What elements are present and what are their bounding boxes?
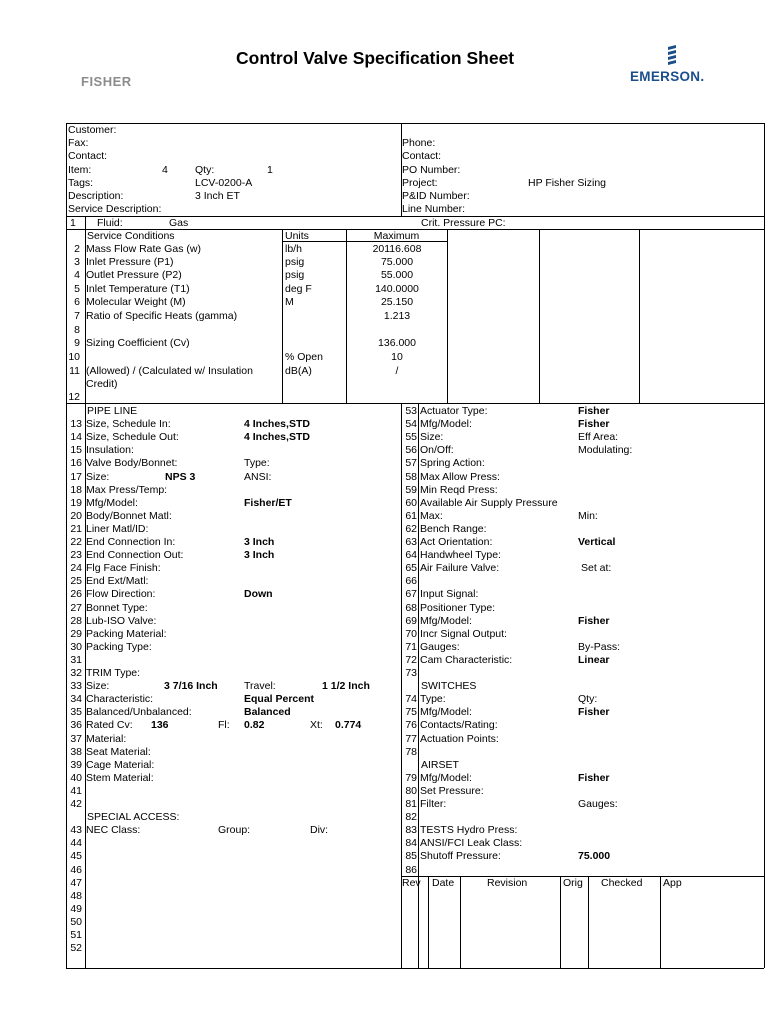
row-number: 50 [70, 915, 82, 928]
info-label: Qty: [195, 163, 215, 176]
row-number: 64 [405, 549, 417, 562]
spec-value: Gauges: [578, 798, 618, 810]
row-number: 4 [74, 269, 80, 281]
spec-label: Valve Body/Bonnet: [86, 457, 178, 470]
spec-value: 4 Inches,STD [244, 431, 310, 444]
condition-units: psig [285, 269, 305, 281]
spec-value: Min: [578, 509, 598, 522]
row-number: 34 [70, 693, 82, 706]
spec-label: Seat Material: [86, 745, 151, 758]
spec-value: Fisher [578, 405, 610, 417]
info-label: PO Number: [402, 163, 461, 176]
spec-label: End Connection Out: [86, 549, 184, 562]
row-number: 80 [405, 784, 417, 797]
spec-label: Flg Face Finish: [86, 562, 161, 575]
spec-label: Mfg/Model: [420, 771, 472, 784]
row-number: 71 [405, 640, 417, 653]
spec-label: Mfg/Model: [420, 614, 472, 627]
row-number: 47 [70, 876, 82, 889]
rated-cv-value: 136 [151, 719, 169, 732]
spec-label: Travel: [244, 680, 276, 693]
row-number: 49 [70, 902, 82, 915]
info-label: Item: [68, 163, 92, 176]
row-number: 18 [70, 483, 82, 496]
row-number: 67 [405, 588, 417, 601]
row-number: 83 [405, 824, 417, 837]
row-number: 32 [70, 667, 82, 679]
row-number: 85 [405, 850, 417, 863]
spec-value: Fisher/ET [244, 496, 292, 509]
spec-label: Packing Material: [86, 627, 167, 640]
row-number: 58 [405, 470, 417, 483]
row-number: 26 [70, 588, 82, 601]
info-label: Tags: [68, 176, 94, 189]
spec-label: Group: [218, 824, 251, 837]
fisher-logo: FISHER [81, 74, 132, 89]
spec-label: TRIM Type: [86, 667, 141, 679]
spec-label: Contacts/Rating: [420, 719, 498, 732]
row-number: 7 [74, 310, 80, 322]
spec-value: 1 1/2 Inch [322, 680, 370, 693]
row-number: 13 [70, 418, 82, 431]
row-number: 61 [405, 509, 417, 522]
spec-value: Equal Percent [244, 693, 315, 706]
crit-pressure-label: Crit. Pressure PC: [421, 217, 506, 229]
condition-maximum: 10 [391, 351, 403, 363]
spec-label: Liner Matl/ID: [86, 522, 149, 535]
row-number: 74 [405, 693, 417, 706]
spec-label: SPECIAL ACCESS: [87, 811, 180, 824]
spec-label: On/Off: [420, 444, 454, 457]
row-number: 57 [405, 457, 417, 470]
row-number: 27 [70, 601, 82, 614]
spec-label: Type: [420, 693, 446, 706]
row-number: 75 [405, 706, 417, 719]
spec-label: NEC Class: [86, 824, 141, 837]
spec-value: Qty: [578, 693, 598, 706]
row-number: 21 [70, 522, 82, 535]
spec-value: 3 Inch [244, 536, 275, 548]
spec-label: Max Allow Press: [420, 470, 500, 483]
condition-units: deg F [285, 283, 312, 295]
grid-line [282, 229, 283, 403]
maximum-heading: Maximum [373, 230, 420, 242]
condition-label: Molecular Weight (M) [86, 296, 186, 308]
row-number: 16 [70, 457, 82, 470]
spec-label: Mfg/Model: [420, 418, 472, 431]
spec-value: Down [244, 588, 273, 601]
row-number: 43 [70, 824, 82, 837]
emerson-logo: EMERSON. [630, 69, 705, 84]
spec-label: Type: [244, 457, 270, 470]
info-label: Phone: [402, 137, 436, 150]
row-number: 62 [405, 522, 417, 535]
spec-value: Fisher [578, 771, 610, 784]
row-number: 60 [405, 496, 417, 509]
condition-maximum: 140.0000 [375, 283, 419, 295]
row-number: 73 [405, 667, 417, 679]
spec-label: Size: [86, 470, 110, 483]
spec-value: 3 Inch [244, 549, 275, 562]
fluid-label: Fluid: [97, 217, 123, 229]
spec-label: Actuator Type: [420, 405, 488, 417]
spec-label: End Ext/Matl: [86, 575, 149, 588]
row-number: 20 [70, 509, 82, 522]
condition-maximum: 1.213 [383, 310, 411, 322]
row-number: 5 [74, 283, 80, 295]
info-value: 3 Inch ET [195, 190, 240, 202]
spec-label: Bonnet Type: [86, 601, 148, 614]
spec-label: Actuation Points: [420, 732, 499, 745]
row-number: 78 [405, 745, 417, 758]
spec-value: Vertical [578, 536, 616, 548]
spec-label: Insulation: [86, 444, 134, 457]
row-number: 86 [405, 863, 417, 876]
row-number: 38 [70, 745, 82, 758]
grid-line [660, 876, 661, 968]
spec-label: Cage Material: [86, 758, 155, 771]
row-number: 63 [405, 536, 417, 548]
revision-header: Rev [402, 876, 421, 889]
condition-maximum: 136.000 [378, 337, 416, 349]
spec-label: Input Signal: [420, 588, 479, 601]
spec-label: Fl: [218, 719, 230, 732]
row-number: 72 [405, 653, 417, 666]
row-number: 37 [70, 732, 82, 745]
row-number: 55 [405, 431, 417, 444]
spec-value: Fisher [578, 418, 610, 431]
page-title: Control Valve Specification Sheet [236, 48, 515, 68]
condition-label: Outlet Pressure (P2) [86, 269, 182, 281]
condition-units: psig [285, 256, 305, 268]
info-label: Description: [68, 190, 124, 202]
spec-label: Mfg/Model: [86, 496, 138, 509]
row-number: 53 [405, 405, 417, 417]
row-number: 82 [405, 811, 417, 824]
spec-value: Modulating: [578, 444, 633, 457]
row-number: 12 [68, 391, 80, 403]
row-number: 81 [405, 798, 417, 810]
row-number: 31 [70, 653, 82, 666]
spec-label: TESTS Hydro Press: [420, 824, 518, 837]
spec-label: Positioner Type: [420, 601, 496, 614]
condition-units: M [285, 296, 294, 308]
row-number: 3 [74, 256, 80, 268]
row-number: 84 [405, 837, 417, 850]
spec-label: Balanced/Unbalanced: [86, 706, 192, 719]
row-number: 35 [70, 706, 82, 719]
fluid-value: Gas [169, 217, 189, 229]
row-number: 25 [70, 575, 82, 588]
spec-label: Act Orientation: [420, 536, 493, 548]
condition-maximum: 55.000 [380, 269, 414, 281]
condition-label: Inlet Temperature (T1) [86, 283, 190, 295]
spec-label: Size, Schedule In: [86, 418, 171, 431]
spec-label: Gauges: [420, 640, 460, 653]
row-number: 41 [70, 784, 82, 797]
spec-value: Linear [578, 653, 610, 666]
grid-line [66, 403, 764, 404]
spec-value: By-Pass: [578, 640, 621, 653]
spec-value: 75.000 [578, 850, 611, 863]
spec-label: Min Reqd Press: [420, 483, 498, 496]
row-number: 24 [70, 562, 82, 575]
row-number: 1 [70, 217, 76, 229]
row-number: 79 [405, 771, 417, 784]
row-number: 44 [70, 837, 82, 850]
condition-label: Ratio of Specific Heats (gamma) [86, 310, 238, 322]
spec-label: Material: [86, 732, 127, 745]
spec-value: Eff Area: [578, 431, 619, 444]
row-number: 14 [70, 431, 82, 444]
spec-label: Shutoff Pressure: [420, 850, 501, 863]
spec-label: End Connection In: [86, 536, 176, 548]
row-number: 39 [70, 758, 82, 771]
info-value: 4 [162, 163, 168, 176]
xt-value: 0.774 [335, 719, 362, 732]
spec-label: Div: [310, 824, 329, 837]
spec-label: Available Air Supply Pressure [420, 496, 558, 509]
spec-label: Packing Type: [86, 640, 152, 653]
spec-label: Set Pressure: [420, 784, 484, 797]
info-label: Customer: [68, 124, 117, 136]
revision-header: Orig [563, 876, 583, 889]
spec-label: Stem Material: [86, 771, 154, 784]
row-number: 2 [74, 243, 80, 255]
spec-label: Lub-ISO Valve: [86, 614, 157, 627]
revision-header: Revision [487, 876, 528, 889]
row-number: 22 [70, 536, 82, 548]
spec-value: NPS 3 [165, 470, 196, 483]
info-label: Line Number: [402, 203, 466, 216]
row-number: 56 [405, 444, 417, 457]
spec-label: Incr Signal Output: [420, 627, 507, 640]
spec-label: Xt: [310, 719, 323, 732]
row-number: 51 [70, 929, 82, 941]
spec-label: Air Failure Valve: [420, 562, 500, 575]
row-number: 36 [70, 719, 82, 732]
spec-label: PIPE LINE [87, 405, 138, 417]
row-number: 68 [405, 601, 417, 614]
spec-value: 4 Inches,STD [244, 418, 310, 431]
info-value: LCV-0200-A [195, 176, 253, 189]
row-number: 17 [70, 470, 82, 483]
row-number: 70 [405, 627, 417, 640]
spec-label: Handwheel Type: [420, 549, 501, 562]
condition-label: Inlet Pressure (P1) [86, 256, 174, 268]
spec-label: Rated Cv: [86, 719, 133, 732]
grid-line [428, 876, 429, 968]
condition-label: Credit) [86, 378, 118, 390]
spec-label: Size: [420, 431, 444, 444]
condition-maximum: 20116.608 [372, 243, 422, 255]
condition-units: lb/h [285, 243, 302, 255]
row-number: 77 [405, 732, 417, 745]
emerson-logo-icon [664, 44, 680, 68]
spec-value: Fisher [578, 614, 610, 627]
spec-label: Max Press/Temp: [86, 483, 168, 496]
condition-maximum: 75.000 [380, 256, 414, 268]
row-number: 29 [70, 627, 82, 640]
row-number: 76 [405, 719, 417, 732]
grid-line [764, 123, 765, 968]
spec-value: Fisher [578, 706, 610, 719]
row-number: 33 [70, 680, 82, 693]
spec-label: Body/Bonnet Matl: [86, 509, 172, 522]
revision-header: App [663, 876, 682, 889]
info-label: Contact: [402, 150, 442, 163]
row-number: 40 [70, 771, 82, 784]
row-number: 15 [70, 444, 82, 457]
fl-value: 0.82 [244, 719, 265, 732]
spec-label: Spring Action: [420, 457, 485, 470]
row-number: 19 [70, 496, 82, 509]
row-number: 9 [74, 337, 80, 349]
info-label: P&ID Number: [402, 190, 470, 202]
row-number: 11 [69, 365, 80, 377]
units-heading: Units [285, 230, 309, 242]
spec-label: Filter: [420, 798, 447, 810]
condition-label: (Allowed) / (Calculated w/ Insulation [86, 365, 253, 377]
condition-maximum: / [395, 365, 399, 377]
service-heading: Service Conditions [87, 230, 175, 242]
row-number: 42 [70, 798, 82, 810]
spec-label: Bench Range: [420, 522, 487, 535]
spec-label: Cam Characteristic: [420, 653, 513, 666]
spec-label: Characteristic: [86, 693, 154, 706]
row-number: 23 [70, 549, 82, 562]
row-number: 10 [68, 351, 80, 363]
row-number: 65 [405, 562, 417, 575]
spec-label: Size: [86, 680, 110, 693]
condition-units: dB(A) [285, 365, 312, 377]
condition-label: Sizing Coefficient (Cv) [86, 337, 190, 349]
condition-units: % Open [285, 351, 323, 363]
condition-label: Mass Flow Rate Gas (w) [86, 243, 201, 255]
info-value: 1 [267, 163, 273, 176]
spec-label: ANSI/FCI Leak Class: [420, 837, 523, 850]
grid-line [639, 229, 640, 403]
grid-line [85, 216, 86, 229]
row-number: 30 [70, 640, 82, 653]
row-number: 46 [70, 863, 82, 876]
revision-header: Date [432, 876, 455, 889]
spec-label: Size, Schedule Out: [86, 431, 179, 444]
info-label: Project: [402, 176, 438, 189]
spec-label: ANSI: [244, 470, 272, 483]
row-number: 48 [70, 889, 82, 902]
spec-label: Mfg/Model: [420, 706, 472, 719]
row-number: 8 [74, 324, 80, 336]
info-label: Service Description: [68, 203, 162, 216]
spec-label: AIRSET [421, 758, 459, 771]
info-label: Fax: [68, 137, 89, 150]
grid-line [66, 123, 764, 124]
row-number: 52 [70, 942, 82, 955]
condition-maximum: 25.150 [380, 296, 414, 308]
info-label: Contact: [68, 150, 108, 163]
spec-label: Flow Direction: [86, 588, 156, 601]
row-number: 28 [70, 614, 82, 627]
info-value: HP Fisher Sizing [528, 176, 607, 189]
row-number: 6 [74, 296, 80, 308]
grid-line [66, 968, 764, 969]
grid-line [588, 876, 589, 968]
grid-line [460, 876, 461, 968]
spec-value: Set at: [581, 562, 612, 575]
revision-header: Checked [601, 876, 643, 889]
row-number: 45 [70, 850, 82, 863]
grid-line [539, 229, 540, 403]
spec-value: Balanced [244, 706, 291, 719]
row-number: 54 [405, 418, 417, 431]
spec-label: SWITCHES [421, 680, 477, 693]
spec-label: Max: [420, 509, 443, 522]
spec-value: 3 7/16 Inch [164, 680, 218, 693]
row-number: 69 [405, 614, 417, 627]
row-number: 59 [405, 483, 417, 496]
grid-line [560, 876, 561, 968]
row-number: 66 [405, 575, 417, 588]
